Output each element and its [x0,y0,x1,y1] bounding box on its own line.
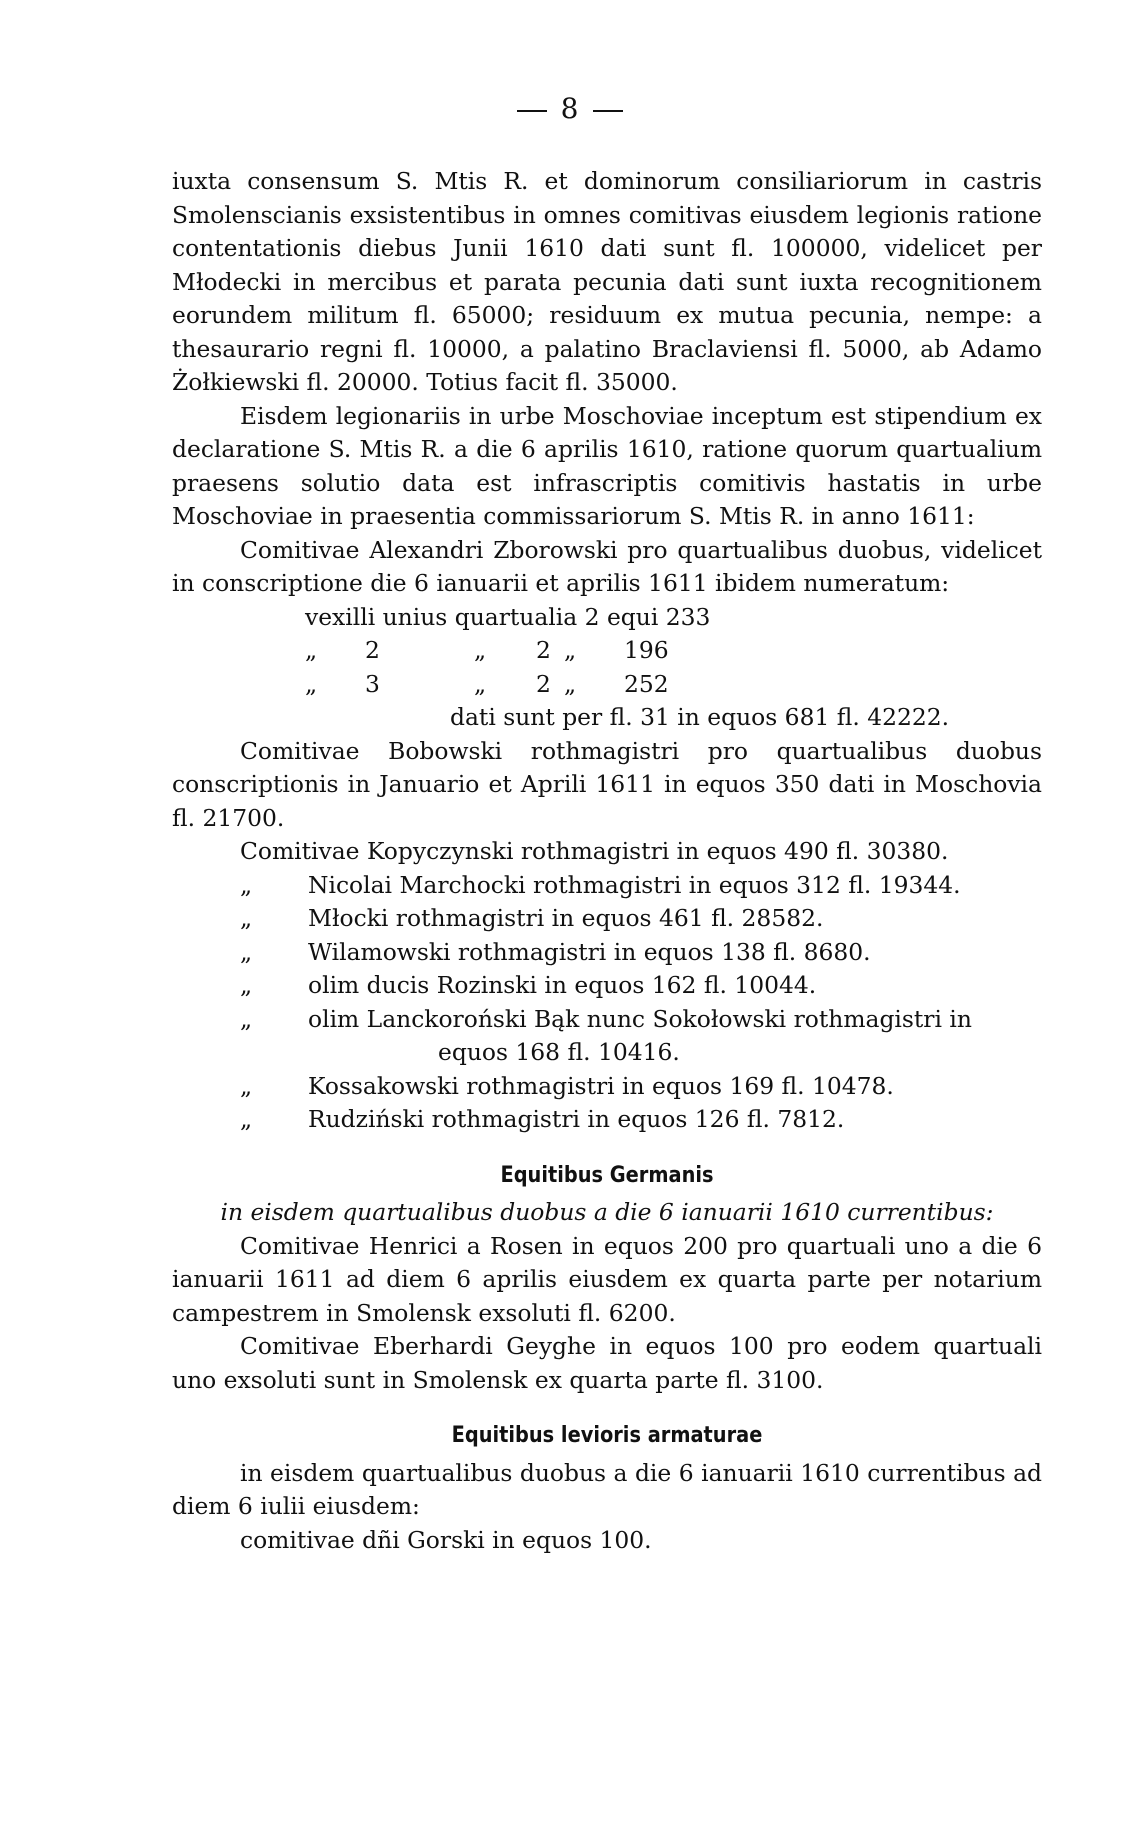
vexilli-row [305,634,1042,668]
page-body [172,165,1042,1557]
paragraph: comitivae dñi Gorski in equos 100. [240,1525,652,1554]
vexilli-count: 3 [365,669,380,698]
ditto-mark: „ [240,937,253,966]
ditto-mark: „ [240,870,253,899]
ditto-mark: „ [240,1004,253,1033]
vexilli-row: vexilli unius quartualia 2 equi 233 [305,602,711,631]
ditto-mark: „ [240,971,253,999]
ditto-mark: „ [240,1071,253,1100]
list-item [172,902,1042,936]
paragraph: Comitivae Bobowski rothmagistri pro quartualibus duobus conscriptionis in Januario et Aprili 1611 in equos 350 dati in Moschovia fl. 21700. [172,736,1042,832]
ditto-mark: „ [474,636,487,664]
list-item [172,1003,1042,1037]
quartualia-count: 2 [536,669,551,698]
vexilli-count: 2 [365,636,380,664]
list-item-text: olim ducis Rozinski in equos 162 fl. 10044. [308,971,817,999]
paragraph: Comitivae Henrici a Rosen in equos 200 pro quartuali uno a die 6 ianuarii 1611 ad diem 6 aprilis eiusdem ex quarta parte per notarium campestrem in Smolensk exsoluti fl. 6200. [172,1231,1042,1327]
paragraph: iuxta consensum S. Mtis R. et dominorum consiliariorum in castris Smolenscianis exsistentibus in omnes comitivas eiusdem legionis ratione contentationis diebus Junii 1610 dati sunt fl. 100000, videlicet per Młodecki in mercibus et parata pecunia dati sunt iuxta recognitionem eorundem militum fl. 65000; residuum ex mutua pecunia, nempe: a thesaurario regni fl. 10000, a palatino Braclaviensi fl. 5000, ab Adamo Żołkiewski fl. 20000. Totius facit fl. 35000. [172,167,1042,396]
list-item-text: olim Lanckoroński Bąk nunc Sokołowski rothmagistri in [308,1004,972,1033]
equi-count: 196 [624,636,669,664]
page-header [0,92,1140,125]
header-dash-right [593,110,623,112]
paragraph: Comitivae Alexandri Zborowski pro quartualibus duobus, videlicet in conscriptione die 6 ianuarii et aprilis 1611 ibidem numeratum: [172,535,1042,597]
list-item [172,969,1042,1003]
list-item-text: Nicolai Marchocki rothmagistri in equos 312 fl. 19344. [308,870,961,899]
quartualia-count: 2 [536,636,551,664]
ditto-mark: „ [564,636,577,664]
paragraph: Comitivae Eberhardi Geyghe in equos 100 pro eodem quartuali uno exsoluti sunt in Smolensk ex quarta parte fl. 3100. [172,1332,1042,1394]
list-item-text: Rudziński rothmagistri in equos 126 fl. 7812. [308,1105,845,1133]
list-item-continuation: equos 168 fl. 10416. [438,1038,680,1066]
header-dash-left [517,110,547,112]
list-item-text: Wilamowski rothmagistri in equos 138 fl. 8680. [308,937,871,966]
ditto-mark: „ [305,636,318,664]
paragraph: in eisdem quartualibus duobus a die 6 ianuarii 1610 currentibus ad diem 6 iulii eiusdem: [172,1458,1042,1520]
list-item-text: Kossakowski rothmagistri in equos 169 fl. 10478. [308,1071,894,1100]
ditto-mark: „ [564,669,577,698]
list-item [172,1103,1042,1137]
list-item [172,936,1042,970]
vexilli-total: dati sunt per fl. 31 in equos 681 fl. 42222. [450,703,950,731]
ditto-mark: „ [240,904,253,932]
equi-count: 252 [624,669,669,698]
list-item [172,1070,1042,1104]
paragraph: Eisdem legionariis in urbe Moschoviae inceptum est stipendium ex declaratione S. Mtis R. a die 6 aprilis 1610, ratione quorum quartualium praesens solutio data est infrascriptis comitivis hastatis in urbe Moschoviae in praesentia commissariorum S. Mtis R. in anno 1611: [172,401,1042,530]
paragraph: Comitivae Kopyczynski rothmagistri in equos 490 fl. 30380. [240,837,949,865]
section-subheading: in eisdem quartualibus duobus a die 6 ianuarii 1610 currentibus: [220,1198,994,1226]
page-number: 8 [560,92,580,125]
ditto-mark: „ [474,669,487,698]
list-item-text: Młocki rothmagistri in equos 461 fl. 28582. [308,904,824,932]
section-heading: Equitibus Germanis [500,1162,714,1188]
vexilli-row [305,668,1042,702]
ditto-mark: „ [305,669,318,698]
list-item [172,869,1042,903]
section-heading: Equitibus levioris armaturae [451,1423,763,1448]
ditto-mark: „ [240,1105,253,1133]
